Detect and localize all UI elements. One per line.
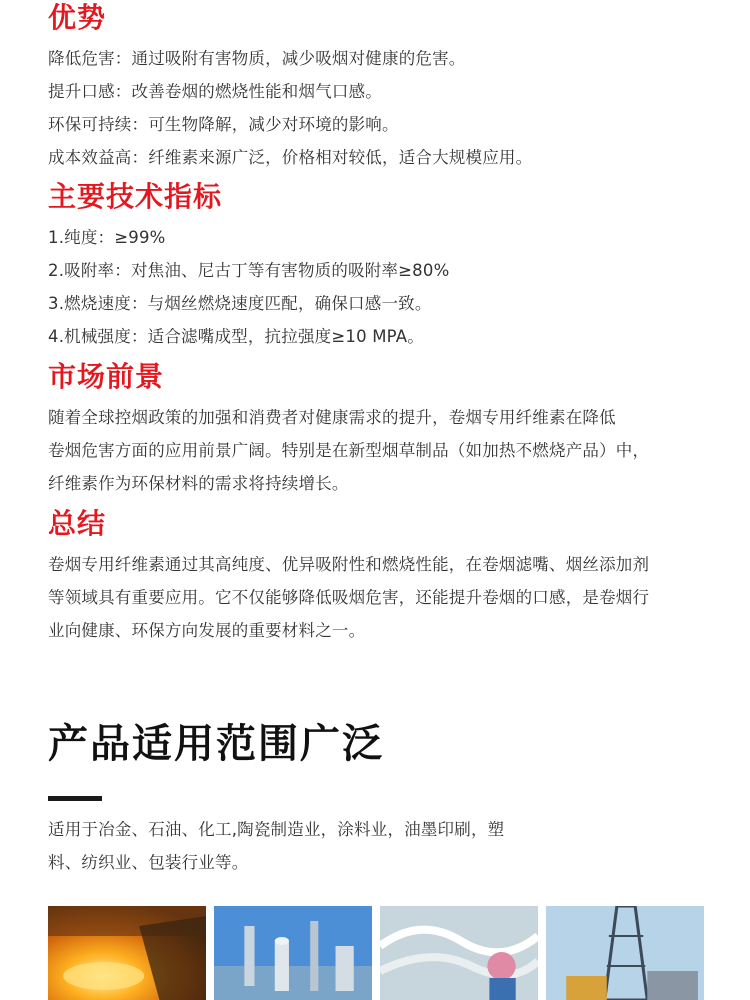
- applications-text-line: 料、纺织业、包装行业等。: [48, 853, 249, 872]
- summary-text-line: 卷烟专用纤维素通过其高纯度、优异吸附性和燃烧性能，在卷烟滤嘴、烟丝添加剂: [48, 555, 650, 574]
- market-text-line: 纤维素作为环保材料的需求将持续增长。: [48, 474, 349, 493]
- steel-furnace-photo: [48, 906, 206, 1000]
- chemical-plant-photo: [214, 906, 372, 1000]
- applications-title: 产品适用范围广泛: [48, 721, 384, 767]
- specs-title: 主要技术指标: [48, 180, 223, 213]
- advantage-item: 降低危害：通过吸附有害物质，减少吸烟对健康的危害。: [48, 49, 466, 68]
- title-underline: [48, 796, 102, 801]
- advantage-item: 提升口感：改善卷烟的燃烧性能和烟气口感。: [48, 82, 382, 101]
- applications-text-line: 适用于冶金、石油、化工,陶瓷制造业，涂料业，油墨印刷，塑: [48, 820, 505, 839]
- summary-text-line: 等领域具有重要应用。它不仅能够降低吸烟危害，还能提升卷烟的口感，是卷烟行: [48, 588, 650, 607]
- market-text-line: 随着全球控烟政策的加强和消费者对健康需求的提升，卷烟专用纤维素在降低: [48, 408, 616, 427]
- market-title: 市场前景: [48, 360, 165, 393]
- spec-item: 2.吸附率：对焦油、尼古丁等有害物质的吸附率≥80%: [48, 261, 450, 280]
- summary-text-line: 业向健康、环保方向发展的重要材料之一。: [48, 621, 366, 640]
- advantage-item: 成本效益高：纤维素来源广泛，价格相对较低，适合大规模应用。: [48, 148, 533, 167]
- advantages-title: 优势: [48, 1, 107, 34]
- application-photo-strip: [48, 906, 704, 1000]
- spec-item: 4.机械强度：适合滤嘴成型，抗拉强度≥10 MPA。: [48, 327, 424, 346]
- market-text-line: 卷烟危害方面的应用前景广阔。特别是在新型烟草制品（如加热不燃烧产品）中，: [48, 441, 650, 460]
- textile-factory-photo: [380, 906, 538, 1000]
- summary-title: 总结: [48, 507, 107, 540]
- oil-drilling-rig-photo: [546, 906, 704, 1000]
- spec-item: 1.纯度：≥99%: [48, 228, 166, 247]
- spec-item: 3.燃烧速度：与烟丝燃烧速度匹配，确保口感一致。: [48, 294, 432, 313]
- advantage-item: 环保可持续：可生物降解，减少对环境的影响。: [48, 115, 399, 134]
